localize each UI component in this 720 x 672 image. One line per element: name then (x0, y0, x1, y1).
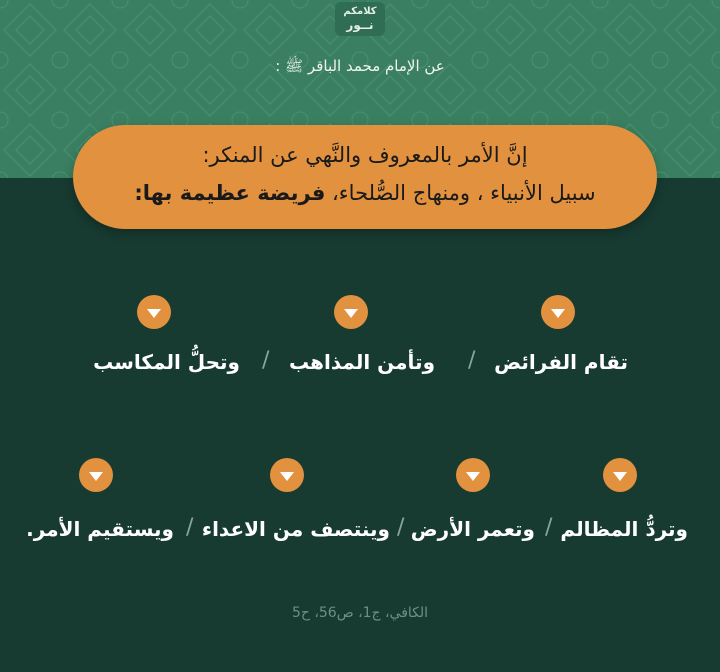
row1-item-1: تقام الفرائض (494, 350, 628, 374)
separator: / (468, 348, 476, 373)
separator: / (545, 515, 553, 540)
quote-line-2 (73, 181, 657, 205)
brand-logo (335, 2, 385, 36)
quote-line-2-bold: فريضة عظيمة بها: (134, 181, 326, 205)
row2-item-1: وتردُّ المظالم (560, 517, 688, 541)
logo-line-1: كلامكم (343, 6, 377, 17)
separator: / (186, 515, 194, 540)
chevron-down-icon (79, 458, 113, 492)
chevron-down-icon (603, 458, 637, 492)
separator: / (397, 515, 405, 540)
quote-line-2-regular: سبيل الأنبياء ، ومنهاج الصُّلحاء، (332, 181, 596, 205)
source-citation: الكافي، ج1، ص56، ح5 (291, 605, 429, 621)
quote-line-1: إنَّ الأمر بالمعروف والنَّهي عن المنكر: (202, 143, 528, 167)
chevron-down-icon (456, 458, 490, 492)
chevron-down-icon (137, 295, 171, 329)
row2-item-4: ويستقيم الأمر. (26, 517, 174, 541)
row2-item-2: وتعمر الأرض (410, 517, 535, 541)
row2-item-3: وينتصف من الاعداء (201, 517, 390, 541)
quote-pill (73, 125, 657, 229)
separator: / (262, 348, 270, 373)
logo-line-2: نــور (346, 18, 374, 32)
row1-item-3: وتحلُّ المكاسب (93, 350, 240, 374)
chevron-down-icon (334, 295, 368, 329)
attribution-text: عن الإمام محمد الباقر ﷺ : (275, 57, 445, 75)
chevron-down-icon (541, 295, 575, 329)
row1-item-2: وتأمن المذاهب (288, 350, 435, 374)
chevron-down-icon (270, 458, 304, 492)
